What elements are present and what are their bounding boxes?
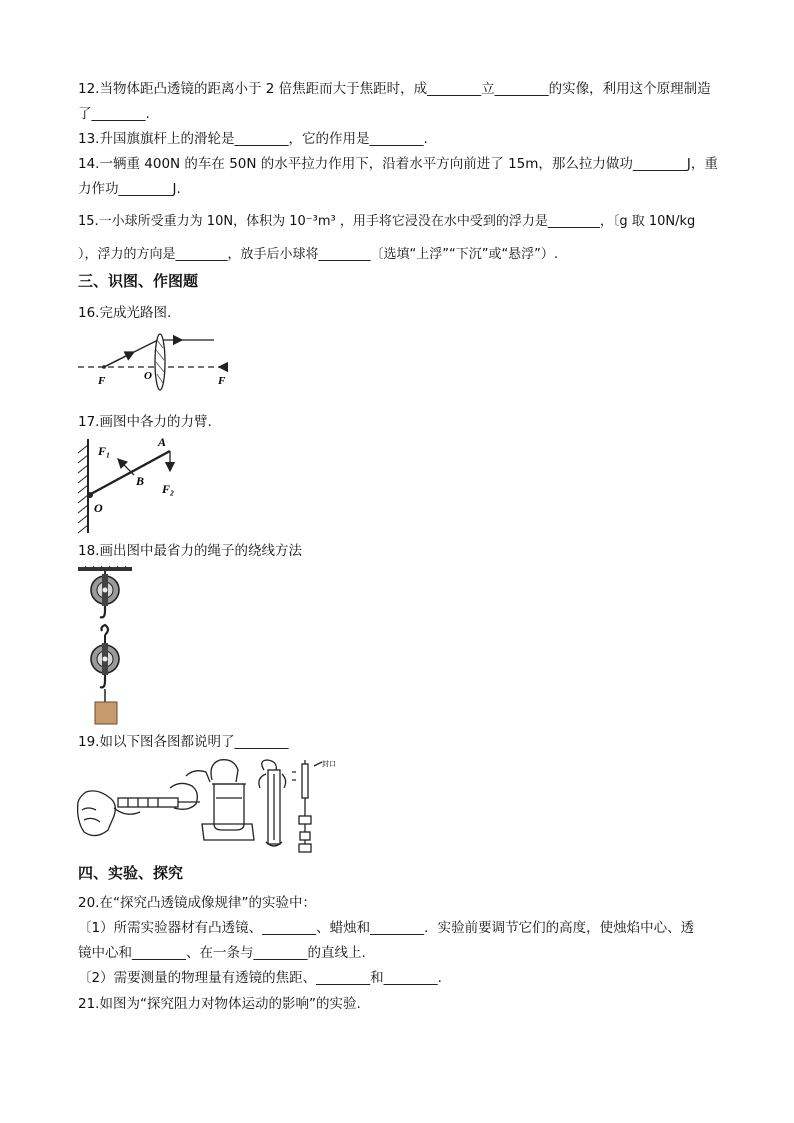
q16-text: 16.完成光路图. [78,305,172,321]
q20-intro: 20.在“探究凸透镜成像规律”的实验中： [78,895,316,911]
q17-text: 17.画图中各力的力臂. [78,414,212,430]
q16-focus-right-label: F [218,375,226,387]
q17-pivot-o-label: O [94,501,103,515]
q17-lever-figure [74,437,189,537]
section3-heading: 三、识图、作图题 [78,272,199,290]
q15-line1: 15.一小球所受重力为 10N，体积为 10⁻³m³ ，用手将它浸没在水中受到的浮力是________，〔g 取 10N/kg [78,214,696,229]
q18-pulley-figure [76,565,136,727]
q20-part2: 〔2）需要测量的物理量有透镜的焦距、________和________. [78,970,442,986]
q14-line2: 力作功________J. [78,181,181,197]
q14-line1: 14.一辆重 400N 的车在 50N 的水平拉力作用下，沿着水平方向前进了 15m，那么拉力做功________J，重 [78,156,718,172]
q15-line2: ），浮力的方向是________，放手后小球将________〔选填“上浮”“下沉”或“悬浮”）. [78,247,559,262]
q17-f1-label: F₁ [98,444,111,458]
q20-part1-line1: 〔1）所需实验器材有凸透镜、________、蜡烛和________．实验前要调节它们的高度，使烛焰中心、透 [78,920,695,936]
q21-text: 21.如图为“探究阻力对物体运动的影响”的实验. [78,996,361,1012]
q12-line2: 了________. [78,106,150,122]
q17-point-b-label: B [136,474,145,488]
q16-optical-center-label: O [144,370,152,382]
q19-tube-label: 封口 [322,760,336,768]
q13-text: 13.升国旗旗杆上的滑轮是________，它的作用是________. [78,131,428,147]
q12-line1: 12.当物体距凸透镜的距离小于 2 倍焦距而大于焦距时，成________立________的实像，利用这个原理制造 [78,81,711,97]
q16-lens-figure [76,330,236,388]
q17-point-a-label: A [158,435,167,449]
q19-text: 19.如以下图各图都说明了________ [78,734,289,750]
q16-focus-left-label: F [98,375,106,387]
q20-part1-line2: 镜中心和________、在一条与________的直线上. [78,945,366,961]
q17-f2-label: F₂ [162,482,175,496]
q19-experiments-figure [74,758,346,854]
section4-heading: 四、实验、探究 [78,864,184,882]
q18-text: 18.画出图中最省力的绳子的绕线方法 [78,543,302,559]
